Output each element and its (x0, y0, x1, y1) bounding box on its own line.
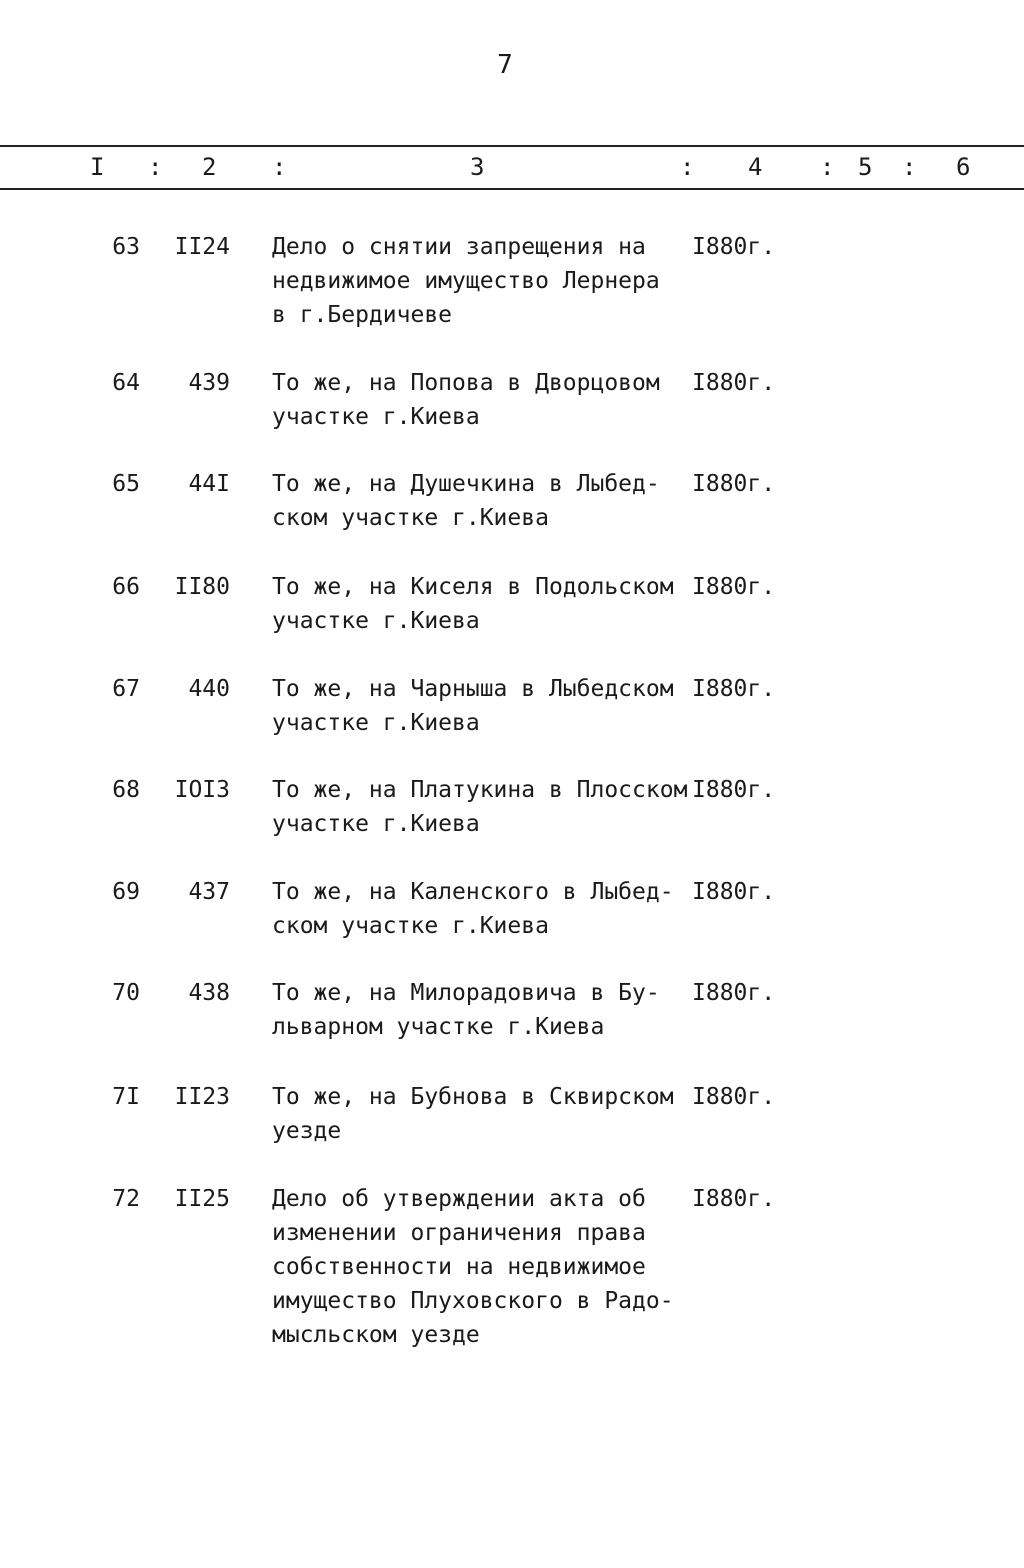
case-year: I880г. (692, 471, 776, 497)
row-number: 65 (112, 471, 140, 497)
case-title: То же, на Чарныша в Лыбедском участке г.Киева (272, 676, 674, 736)
case-year: I880г. (692, 879, 776, 905)
case-year: I880г. (692, 1186, 776, 1212)
header-sep-3: : (680, 153, 695, 181)
case-title: То же, на Платукина в Плосском участке г.Киева (272, 777, 688, 837)
case-title: То же, на Попова в Дворцовом участке г.Киева (272, 370, 660, 430)
header-col-3: 3 (470, 153, 485, 181)
row-number: 69 (112, 879, 140, 905)
file-number: 438 (188, 980, 230, 1006)
case-year: I880г. (692, 676, 776, 702)
file-number: II23 (174, 1084, 230, 1110)
file-number: 440 (188, 676, 230, 702)
row-number: 70 (112, 980, 140, 1006)
file-number: II80 (174, 574, 230, 600)
case-title: То же, на Милорадовича в Бу- льварном участке г.Киева (272, 980, 660, 1040)
header-top-rule (0, 145, 1024, 147)
case-title: То же, на Бубнова в Сквирском уезде (272, 1084, 674, 1144)
row-number: 67 (112, 676, 140, 702)
case-year: I880г. (692, 574, 776, 600)
row-number: 64 (112, 370, 140, 396)
case-title: То же, на Душечкина в Лыбед- ском участке г.Киева (272, 471, 660, 531)
row-number: 68 (112, 777, 140, 803)
row-number: 7I (112, 1084, 140, 1110)
row-number: 72 (112, 1186, 140, 1212)
file-number: IOI3 (174, 777, 230, 803)
file-number: 437 (188, 879, 230, 905)
row-number: 63 (112, 234, 140, 260)
file-number: II24 (174, 234, 230, 260)
header-col-4: 4 (748, 153, 763, 181)
file-number: 439 (188, 370, 230, 396)
header-col-2: 2 (202, 153, 217, 181)
page-number: 7 (497, 50, 513, 80)
row-number: 66 (112, 574, 140, 600)
header-sep-4: : (820, 153, 835, 181)
header-sep-5: : (902, 153, 917, 181)
case-title: Дело о снятии запрещения на недвижимое имущество Лернера в г.Бердичеве (272, 234, 660, 328)
header-bottom-rule (0, 188, 1024, 190)
header-sep-2: : (272, 153, 287, 181)
header-col-1: I (90, 153, 105, 181)
case-title: То же, на Киселя в Подольском участке г.Киева (272, 574, 674, 634)
case-title: То же, на Каленского в Лыбед- ском участке г.Киева (272, 879, 674, 939)
header-col-6: 6 (956, 153, 971, 181)
case-year: I880г. (692, 234, 776, 260)
file-number: 44I (188, 471, 230, 497)
file-number: II25 (174, 1186, 230, 1212)
case-title: Дело об утверждении акта об изменении ограничения права собственности на недвижимое имущество Плуховского в Радо- мысльском уезде (272, 1186, 674, 1348)
case-year: I880г. (692, 980, 776, 1006)
case-year: I880г. (692, 370, 776, 396)
header-sep-1: : (148, 153, 163, 181)
header-col-5: 5 (858, 153, 873, 181)
case-year: I880г. (692, 1084, 776, 1110)
case-year: I880г. (692, 777, 776, 803)
